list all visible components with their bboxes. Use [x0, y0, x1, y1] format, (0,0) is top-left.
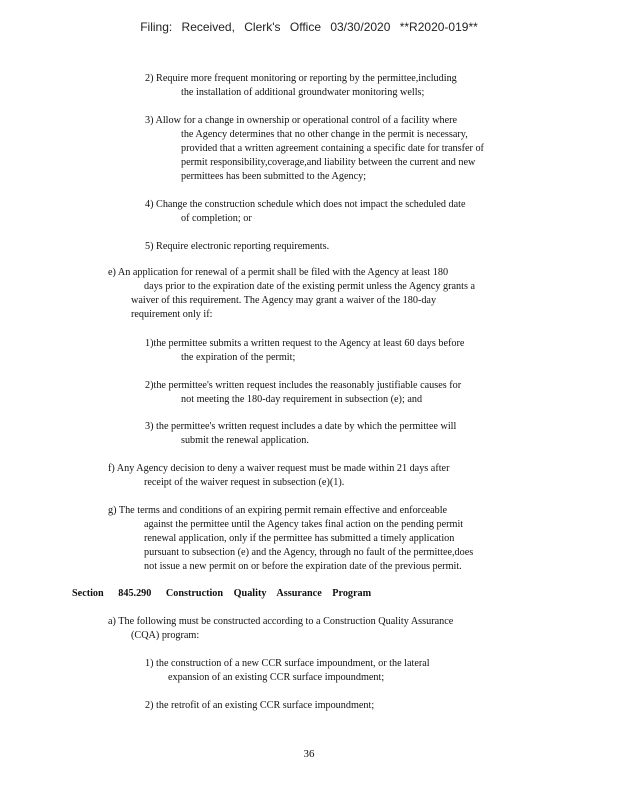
item-a — [108, 615, 453, 643]
section-label: Section — [72, 588, 104, 599]
text-line: the expiration of the permit; — [181, 352, 296, 363]
text-line: not issue a new permit on or before the expiration date of the previous permit. — [144, 561, 462, 572]
item-g — [108, 504, 473, 574]
text-line: 2)the permittee's written request includes the reasonably justifiable causes for — [145, 380, 462, 391]
text-line: receipt of the waiver request in subsection (e)(1). — [144, 477, 345, 488]
text-line: of completion; or — [181, 213, 252, 224]
text-line: g) The terms and conditions of an expiring permit remain effective and enforceable — [108, 505, 448, 516]
item-4 — [145, 198, 466, 226]
filing-header: Filing: Received, Clerk's Office 03/30/2020 **R2020-019** — [140, 20, 478, 34]
text-line: 1)the permittee submits a written request to the Agency at least 60 days before — [145, 338, 465, 349]
text-line: the installation of additional groundwater monitoring wells; — [181, 87, 425, 98]
text-line: 5) Require electronic reporting requirements. — [145, 241, 330, 252]
text-line: 3) the permittee's written request includes a date by which the permittee will — [145, 421, 457, 432]
text-line: permit responsibility,coverage,and liability between the current and new — [181, 157, 476, 168]
text-line: 3) Allow for a change in ownership or operational control of a facility where — [145, 115, 458, 126]
item-a-2 — [145, 699, 374, 713]
text-line: 4) Change the construction schedule which does not impact the scheduled date — [145, 199, 466, 210]
page-number: 36 — [303, 748, 315, 760]
text-line: the Agency determines that no other change in the permit is necessary, — [181, 129, 468, 140]
text-line: permittees has been submitted to the Agency; — [181, 171, 367, 182]
text-line: provided that a written agreement containing a specific date for transfer of — [181, 143, 484, 154]
item-3 — [145, 114, 484, 184]
text-line: days prior to the expiration date of the existing permit unless the Agency grants a — [144, 281, 476, 292]
item-5 — [145, 240, 329, 254]
text-line: a) The following must be constructed according to a Construction Quality Assurance — [108, 616, 454, 627]
item-2 — [145, 72, 457, 100]
item-f — [108, 462, 449, 490]
text-line: submit the renewal application. — [181, 435, 309, 446]
text-line: 1) the construction of a new CCR surface impoundment, or the lateral — [145, 658, 430, 669]
text-line: f) Any Agency decision to deny a waiver request must be made within 21 days after — [108, 463, 450, 474]
item-e-2 — [145, 379, 461, 407]
section-number: 845.290 — [118, 588, 152, 599]
item-e-1 — [145, 337, 464, 365]
text-line: requirement only if: — [131, 309, 213, 320]
item-a-1 — [145, 657, 430, 685]
section-title: Construction Quality Assurance Program — [165, 588, 372, 599]
text-line: e) An application for renewal of a permit shall be filed with the Agency at least 180 — [108, 267, 449, 278]
item-e-3 — [145, 420, 456, 448]
text-line: renewal application, only if the permittee has submitted a timely application — [144, 533, 455, 544]
text-line: pursuant to subsection (e) and the Agency, through no fault of the permittee,does — [144, 547, 474, 558]
item-e — [108, 266, 475, 322]
text-line: expansion of an existing CCR surface impoundment; — [168, 672, 385, 683]
section-heading — [72, 588, 383, 599]
text-line: (CQA) program: — [131, 630, 200, 641]
text-line: not meeting the 180-day requirement in subsection (e); and — [181, 394, 423, 405]
text-line: waiver of this requirement. The Agency may grant a waiver of the 180-day — [131, 295, 437, 306]
text-line: against the permittee until the Agency takes final action on the pending permit — [144, 519, 464, 530]
text-line: 2) Require more frequent monitoring or reporting by the permittee,including — [145, 73, 457, 84]
text-line: 2) the retrofit of an existing CCR surface impoundment; — [145, 700, 375, 711]
